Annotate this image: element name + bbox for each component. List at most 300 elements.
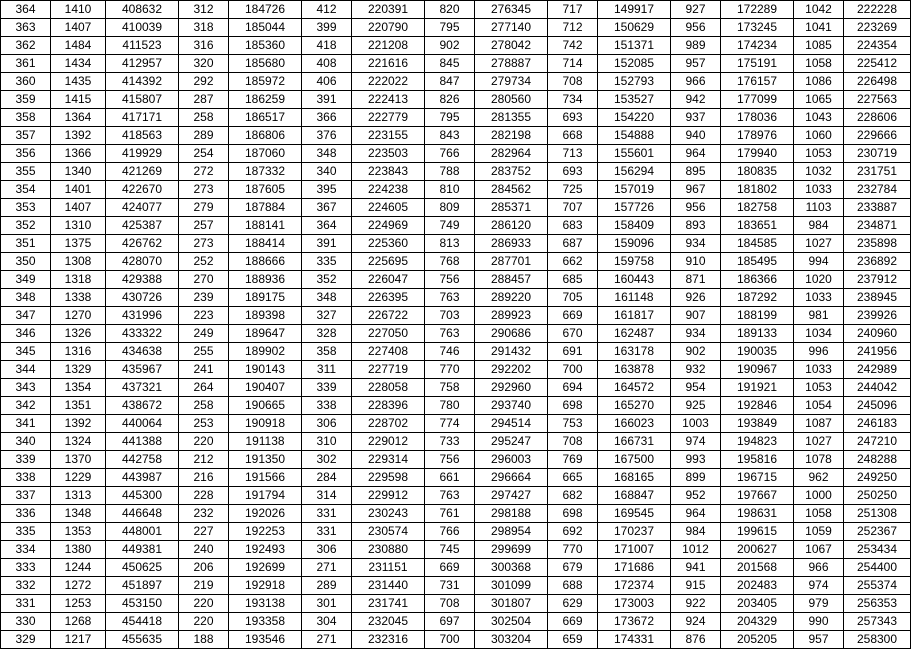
table-row (1, 109, 911, 127)
table-cell: 316 (179, 37, 229, 55)
table-cell: 682 (548, 487, 598, 505)
table-cell: 770 (548, 541, 598, 559)
table-cell: 186517 (229, 109, 302, 127)
table-cell: 277140 (475, 19, 548, 37)
table-cell: 717 (548, 1, 598, 19)
table-cell: 957 (794, 631, 844, 649)
table-cell: 227 (179, 523, 229, 541)
table-cell: 707 (548, 199, 598, 217)
table-cell: 350 (1, 253, 51, 271)
table-cell: 768 (425, 253, 475, 271)
table-cell: 199615 (721, 523, 794, 541)
table-row (1, 415, 911, 433)
table-cell: 302504 (475, 613, 548, 631)
table-cell: 311 (302, 361, 352, 379)
table-cell: 292202 (475, 361, 548, 379)
table-cell: 166731 (598, 433, 671, 451)
table-row (1, 19, 911, 37)
table-cell: 412957 (106, 55, 179, 73)
table-cell: 453150 (106, 595, 179, 613)
table-cell: 158409 (598, 217, 671, 235)
table-cell: 230719 (844, 145, 911, 163)
table-row (1, 361, 911, 379)
table-cell: 450625 (106, 559, 179, 577)
table-cell: 320 (179, 55, 229, 73)
table-cell: 1380 (51, 541, 106, 559)
table-row (1, 505, 911, 523)
table-cell: 756 (425, 451, 475, 469)
table-cell: 352 (1, 217, 51, 235)
table-cell: 990 (794, 613, 844, 631)
table-cell: 186366 (721, 271, 794, 289)
table-cell: 331 (302, 505, 352, 523)
table-cell: 248288 (844, 451, 911, 469)
table-cell: 201568 (721, 559, 794, 577)
table-cell: 440064 (106, 415, 179, 433)
table-cell: 1392 (51, 127, 106, 145)
table-cell: 249250 (844, 469, 911, 487)
table-cell: 1353 (51, 523, 106, 541)
table-cell: 239 (179, 289, 229, 307)
table-cell: 178036 (721, 109, 794, 127)
table-cell: 1027 (794, 433, 844, 451)
table-cell: 342 (1, 397, 51, 415)
table-cell: 810 (425, 181, 475, 199)
table-cell: 168847 (598, 487, 671, 505)
table-cell: 434638 (106, 343, 179, 361)
table-cell: 187332 (229, 163, 302, 181)
table-cell: 190143 (229, 361, 302, 379)
table-cell: 451897 (106, 577, 179, 595)
table-cell: 348 (1, 289, 51, 307)
table-cell: 188141 (229, 217, 302, 235)
table-cell: 337 (1, 487, 51, 505)
table-cell: 171686 (598, 559, 671, 577)
table-cell: 216 (179, 469, 229, 487)
table-cell: 941 (671, 559, 721, 577)
table-cell: 1059 (794, 523, 844, 541)
table-cell: 187605 (229, 181, 302, 199)
table-row (1, 289, 911, 307)
table-row (1, 73, 911, 91)
table-cell: 276345 (475, 1, 548, 19)
table-cell: 1085 (794, 37, 844, 55)
table-cell: 155601 (598, 145, 671, 163)
table-cell: 190407 (229, 379, 302, 397)
table-cell: 348 (302, 145, 352, 163)
table-cell: 334 (1, 541, 51, 559)
table-cell: 406 (302, 73, 352, 91)
table-cell: 708 (425, 595, 475, 613)
table-cell: 198631 (721, 505, 794, 523)
table-cell: 769 (548, 451, 598, 469)
table-cell: 984 (671, 523, 721, 541)
table-cell: 296664 (475, 469, 548, 487)
table-cell: 190035 (721, 343, 794, 361)
table-cell: 189133 (721, 325, 794, 343)
table-cell: 223269 (844, 19, 911, 37)
table-cell: 287701 (475, 253, 548, 271)
table-cell: 902 (671, 343, 721, 361)
table-cell: 271 (302, 559, 352, 577)
table-row (1, 1, 911, 19)
table-cell: 230243 (352, 505, 425, 523)
table-cell: 229012 (352, 433, 425, 451)
table-cell: 161148 (598, 289, 671, 307)
table-cell: 278887 (475, 55, 548, 73)
table-cell: 224969 (352, 217, 425, 235)
table-cell: 845 (425, 55, 475, 73)
table-cell: 185495 (721, 253, 794, 271)
table-cell: 934 (671, 235, 721, 253)
table-cell: 1366 (51, 145, 106, 163)
table-row (1, 631, 911, 649)
table-cell: 197667 (721, 487, 794, 505)
table-cell: 1034 (794, 325, 844, 343)
table-cell: 344 (1, 361, 51, 379)
table-cell: 994 (794, 253, 844, 271)
table-cell: 188199 (721, 307, 794, 325)
table-row (1, 307, 911, 325)
table-cell: 193358 (229, 613, 302, 631)
table-cell: 306 (302, 541, 352, 559)
table-cell: 437321 (106, 379, 179, 397)
table-cell: 763 (425, 487, 475, 505)
table-cell: 157726 (598, 199, 671, 217)
table-cell: 758 (425, 379, 475, 397)
table-cell: 287 (179, 91, 229, 109)
table-cell: 418563 (106, 127, 179, 145)
table-cell: 191921 (721, 379, 794, 397)
table-cell: 203405 (721, 595, 794, 613)
table-cell: 182758 (721, 199, 794, 217)
table-cell: 163178 (598, 343, 671, 361)
table-cell: 1027 (794, 235, 844, 253)
table-cell: 232316 (352, 631, 425, 649)
table-cell: 291432 (475, 343, 548, 361)
table-cell: 700 (548, 361, 598, 379)
table-cell: 157019 (598, 181, 671, 199)
table-cell: 154220 (598, 109, 671, 127)
table-cell: 223843 (352, 163, 425, 181)
table-cell: 232784 (844, 181, 911, 199)
table-cell: 974 (671, 433, 721, 451)
table-cell: 168165 (598, 469, 671, 487)
table-cell: 962 (794, 469, 844, 487)
table-cell: 188666 (229, 253, 302, 271)
table-cell: 149917 (598, 1, 671, 19)
table-cell: 229314 (352, 451, 425, 469)
table-cell: 161817 (598, 307, 671, 325)
table-cell: 669 (548, 307, 598, 325)
table-row (1, 199, 911, 217)
table-cell: 422670 (106, 181, 179, 199)
table-row (1, 271, 911, 289)
table-cell: 895 (671, 163, 721, 181)
table-cell: 1268 (51, 613, 106, 631)
table-cell: 223 (179, 307, 229, 325)
table-cell: 429388 (106, 271, 179, 289)
table-cell: 223155 (352, 127, 425, 145)
table-cell: 264 (179, 379, 229, 397)
table-cell: 176157 (721, 73, 794, 91)
table-cell: 692 (548, 523, 598, 541)
table-cell: 685 (548, 271, 598, 289)
table-cell: 353 (1, 199, 51, 217)
table-cell: 159096 (598, 235, 671, 253)
table-cell: 178976 (721, 127, 794, 145)
table-row (1, 487, 911, 505)
table-row (1, 145, 911, 163)
table-cell: 1484 (51, 37, 106, 55)
table-cell: 1340 (51, 163, 106, 181)
table-cell: 152085 (598, 55, 671, 73)
table-cell: 668 (548, 127, 598, 145)
table-cell: 189175 (229, 289, 302, 307)
table-cell: 687 (548, 235, 598, 253)
table-cell: 257343 (844, 613, 911, 631)
table-cell: 289220 (475, 289, 548, 307)
table-cell: 694 (548, 379, 598, 397)
table-cell: 205205 (721, 631, 794, 649)
table-cell: 813 (425, 235, 475, 253)
table-cell: 292 (179, 73, 229, 91)
table-cell: 299699 (475, 541, 548, 559)
table-cell: 300368 (475, 559, 548, 577)
table-cell: 1033 (794, 361, 844, 379)
table-cell: 989 (671, 37, 721, 55)
table-cell: 774 (425, 415, 475, 433)
table-cell: 296003 (475, 451, 548, 469)
table-cell: 1329 (51, 361, 106, 379)
table-cell: 688 (548, 577, 598, 595)
table-cell: 734 (548, 91, 598, 109)
table-cell: 251308 (844, 505, 911, 523)
table-cell: 1000 (794, 487, 844, 505)
table-cell: 1053 (794, 379, 844, 397)
table-cell: 756 (425, 271, 475, 289)
table-cell: 246183 (844, 415, 911, 433)
table-cell: 185360 (229, 37, 302, 55)
table-cell: 927 (671, 1, 721, 19)
table-cell: 974 (794, 577, 844, 595)
table-cell: 1058 (794, 55, 844, 73)
table-cell: 220 (179, 433, 229, 451)
table-cell: 151371 (598, 37, 671, 55)
table-cell: 232 (179, 505, 229, 523)
table-cell: 1065 (794, 91, 844, 109)
table-row (1, 343, 911, 361)
table-cell: 192493 (229, 541, 302, 559)
table-cell: 258 (179, 109, 229, 127)
table-cell: 150629 (598, 19, 671, 37)
table-cell: 1354 (51, 379, 106, 397)
table-cell: 1253 (51, 595, 106, 613)
table-cell: 298188 (475, 505, 548, 523)
table-cell: 708 (548, 433, 598, 451)
table-cell: 258 (179, 397, 229, 415)
table-cell: 1435 (51, 73, 106, 91)
table-cell: 1041 (794, 19, 844, 37)
table-cell: 318 (179, 19, 229, 37)
table-cell: 1370 (51, 451, 106, 469)
table-row (1, 613, 911, 631)
table-cell: 220 (179, 595, 229, 613)
table-cell: 231440 (352, 577, 425, 595)
table-cell: 871 (671, 271, 721, 289)
table-cell: 1033 (794, 289, 844, 307)
table-cell: 190918 (229, 415, 302, 433)
table-cell: 206 (179, 559, 229, 577)
table-row (1, 523, 911, 541)
table-cell: 669 (548, 613, 598, 631)
table-cell: 1324 (51, 433, 106, 451)
table-cell: 222779 (352, 109, 425, 127)
table-cell: 899 (671, 469, 721, 487)
table-row (1, 451, 911, 469)
table-cell: 195816 (721, 451, 794, 469)
table-cell: 256353 (844, 595, 911, 613)
table-cell: 979 (794, 595, 844, 613)
table-cell: 354 (1, 181, 51, 199)
table-cell: 455635 (106, 631, 179, 649)
table-cell: 359 (1, 91, 51, 109)
table-cell: 237912 (844, 271, 911, 289)
table-cell: 234871 (844, 217, 911, 235)
table-cell: 284562 (475, 181, 548, 199)
table-cell: 364 (1, 1, 51, 19)
table-cell: 964 (671, 505, 721, 523)
table-cell: 795 (425, 19, 475, 37)
table-cell: 780 (425, 397, 475, 415)
table-row (1, 433, 911, 451)
table-cell: 224605 (352, 199, 425, 217)
table-cell: 419929 (106, 145, 179, 163)
table-cell: 187060 (229, 145, 302, 163)
table-cell: 1316 (51, 343, 106, 361)
table-cell: 443987 (106, 469, 179, 487)
table-cell: 228606 (844, 109, 911, 127)
table-cell: 408632 (106, 1, 179, 19)
table-cell: 329 (1, 631, 51, 649)
table-cell: 698 (548, 505, 598, 523)
table-cell: 280560 (475, 91, 548, 109)
table-cell: 186259 (229, 91, 302, 109)
table-cell: 227050 (352, 325, 425, 343)
table-cell: 230880 (352, 541, 425, 559)
table-cell: 770 (425, 361, 475, 379)
table-row (1, 541, 911, 559)
table-cell: 294514 (475, 415, 548, 433)
table-cell: 441388 (106, 433, 179, 451)
table-cell: 173003 (598, 595, 671, 613)
table-cell: 954 (671, 379, 721, 397)
table-cell: 338 (1, 469, 51, 487)
table-cell: 1407 (51, 199, 106, 217)
table-cell: 679 (548, 559, 598, 577)
table-cell: 399 (302, 19, 352, 37)
table-cell: 940 (671, 127, 721, 145)
table-cell: 231751 (844, 163, 911, 181)
table-cell: 177099 (721, 91, 794, 109)
table-cell: 162487 (598, 325, 671, 343)
table-cell: 1229 (51, 469, 106, 487)
table-cell: 304 (302, 613, 352, 631)
table-cell: 934 (671, 325, 721, 343)
table-cell: 331 (1, 595, 51, 613)
table-cell: 173672 (598, 613, 671, 631)
table-cell: 964 (671, 145, 721, 163)
table-cell: 183651 (721, 217, 794, 235)
table-cell: 290686 (475, 325, 548, 343)
table-cell: 314 (302, 487, 352, 505)
table-cell: 662 (548, 253, 598, 271)
table-cell: 1244 (51, 559, 106, 577)
table-cell: 349 (1, 271, 51, 289)
table-cell: 1310 (51, 217, 106, 235)
table-cell: 196715 (721, 469, 794, 487)
table-cell: 166023 (598, 415, 671, 433)
table-cell: 1410 (51, 1, 106, 19)
table-cell: 1415 (51, 91, 106, 109)
table-cell: 358 (1, 109, 51, 127)
table-cell: 200627 (721, 541, 794, 559)
table-cell: 843 (425, 127, 475, 145)
table-cell: 192253 (229, 523, 302, 541)
table-cell: 279734 (475, 73, 548, 91)
table-cell: 257 (179, 217, 229, 235)
table-cell: 312 (179, 1, 229, 19)
table-cell: 1351 (51, 397, 106, 415)
table-cell: 414392 (106, 73, 179, 91)
table-cell: 292960 (475, 379, 548, 397)
table-cell: 255 (179, 343, 229, 361)
table-row (1, 55, 911, 73)
table-cell: 1060 (794, 127, 844, 145)
table-cell: 932 (671, 361, 721, 379)
table-cell: 185680 (229, 55, 302, 73)
table-cell: 910 (671, 253, 721, 271)
table-cell: 185044 (229, 19, 302, 37)
table-cell: 226722 (352, 307, 425, 325)
table-cell: 926 (671, 289, 721, 307)
table-cell: 306 (302, 415, 352, 433)
table-cell: 340 (302, 163, 352, 181)
table-cell: 1392 (51, 415, 106, 433)
table-cell: 152793 (598, 73, 671, 91)
table-cell: 433322 (106, 325, 179, 343)
table-cell: 226498 (844, 73, 911, 91)
table-cell: 809 (425, 199, 475, 217)
table-cell: 254400 (844, 559, 911, 577)
table-cell: 253434 (844, 541, 911, 559)
table-cell: 725 (548, 181, 598, 199)
table-cell: 966 (671, 73, 721, 91)
table-cell: 445300 (106, 487, 179, 505)
table-cell: 289 (179, 127, 229, 145)
table-cell: 310 (302, 433, 352, 451)
table-cell: 1338 (51, 289, 106, 307)
table-row (1, 469, 911, 487)
table-cell: 421269 (106, 163, 179, 181)
table-cell: 691 (548, 343, 598, 361)
table-cell: 220 (179, 613, 229, 631)
table-cell: 733 (425, 433, 475, 451)
table-cell: 189647 (229, 325, 302, 343)
table-cell: 1086 (794, 73, 844, 91)
table-cell: 284 (302, 469, 352, 487)
table-cell: 239926 (844, 307, 911, 325)
